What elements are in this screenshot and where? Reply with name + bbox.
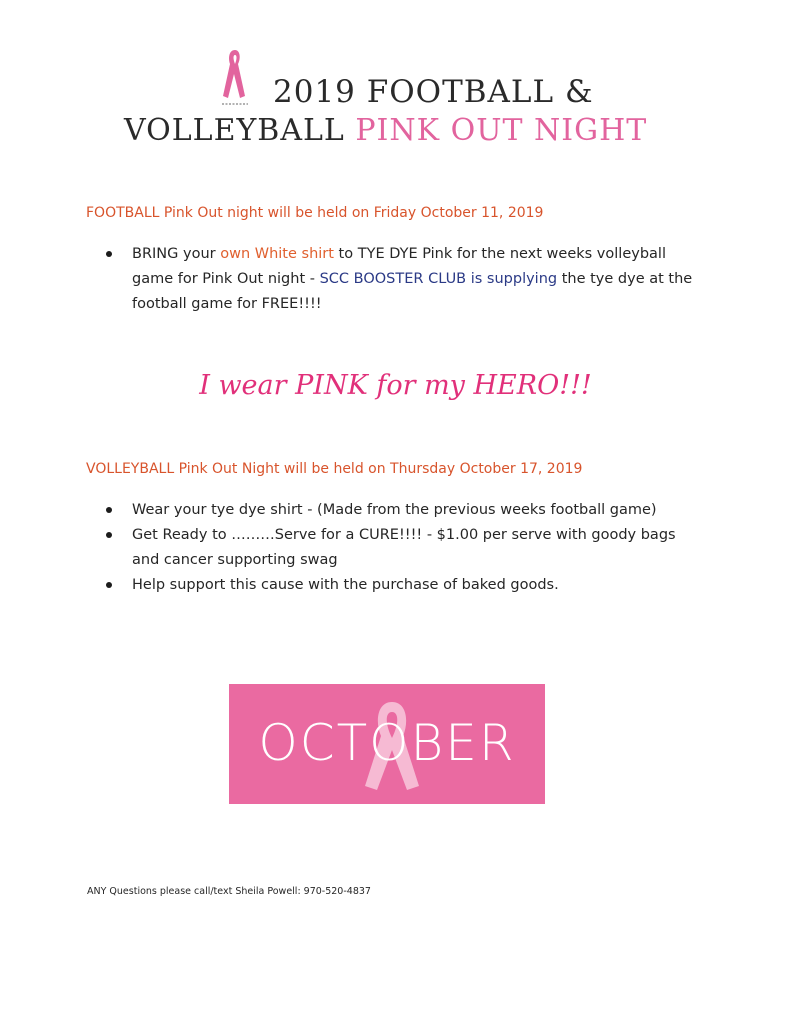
volleyball-heading: VOLLEYBALL Pink Out Night will be held on Thursday October 17, 2019 <box>86 461 583 477</box>
october-text: OCTOBER <box>258 714 516 772</box>
title-line-2 <box>124 113 647 148</box>
volleyball-bullet-list <box>106 498 686 598</box>
volleyball-bullet-item <box>106 523 686 573</box>
bullet-dot-icon <box>106 532 112 538</box>
volleyball-bullet-item <box>106 498 686 523</box>
bullet-text: Wear your tye dye shirt - (Made from the previous weeks football game) <box>132 502 657 518</box>
bullet-text: to TYE DYE Pink for the next weeks volleyball game for Pink Out night - <box>132 246 666 287</box>
pink-ribbon-icon <box>220 46 250 108</box>
bullet-dot-icon <box>106 507 112 513</box>
title-line-1: 2019 FOOTBALL & <box>273 74 594 110</box>
title-dark-part: VOLLEYBALL <box>124 113 356 148</box>
bullet-dot-icon <box>106 251 112 257</box>
bullet-text-navy: SCC BOOSTER CLUB is supplying <box>319 271 558 287</box>
bullet-text: Help support this cause with the purchase of baked goods. <box>132 577 559 593</box>
volleyball-bullet-item <box>106 573 686 598</box>
title-block <box>0 44 791 154</box>
football-heading: FOOTBALL Pink Out night will be held on Friday October 11, 2019 <box>86 205 544 221</box>
title-pink-part: PINK OUT NIGHT <box>355 113 648 148</box>
footer-contact: ANY Questions please call/text Sheila Powell: 970-520-4837 <box>87 886 371 897</box>
october-banner <box>229 684 545 804</box>
bullet-text: BRING your <box>132 246 221 262</box>
bullet-text: Get Ready to ………Serve for a CURE!!!! - $1.00 per serve with goody bags and cancer supporting swag <box>132 527 676 568</box>
bullet-text: the tye dye at the football game for FREE!!!! <box>132 271 693 312</box>
football-bullet-list <box>106 242 706 317</box>
bullet-text-orange: own White shirt <box>220 246 334 262</box>
football-bullet-item <box>106 242 706 317</box>
hero-slogan: I wear PINK for my HERO!!! <box>199 370 592 401</box>
bullet-dot-icon <box>106 582 112 588</box>
